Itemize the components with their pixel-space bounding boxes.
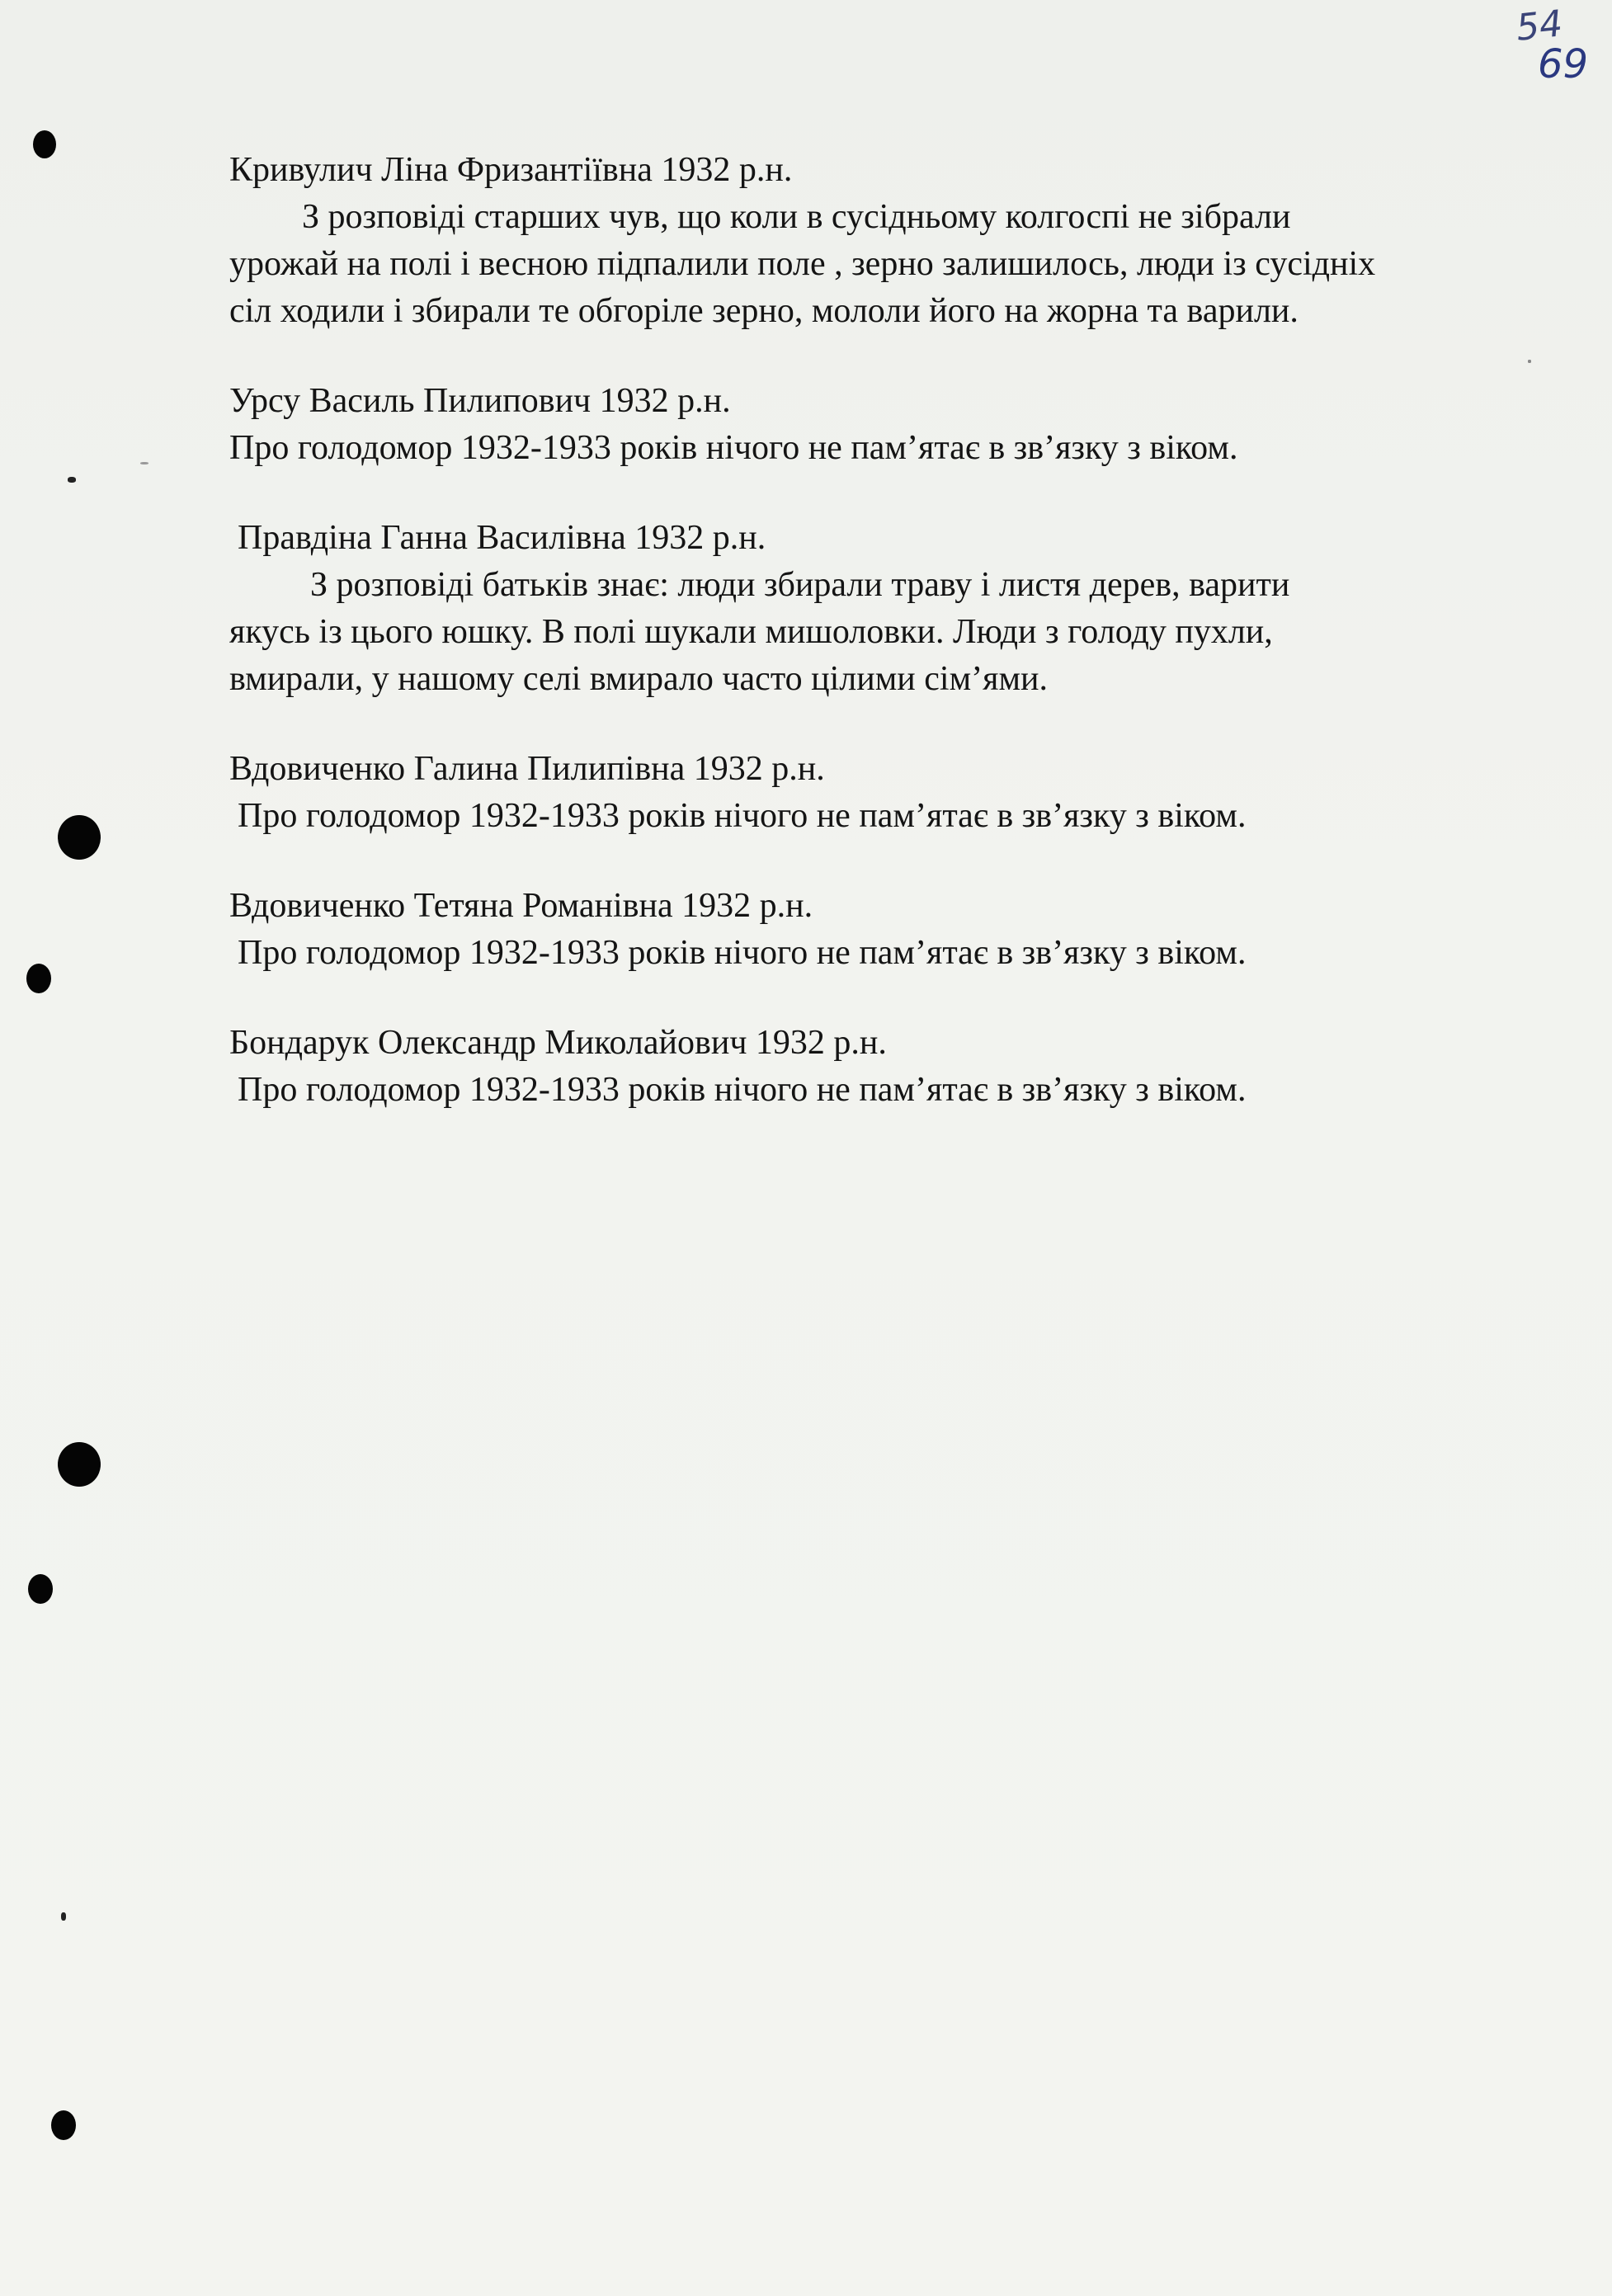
testimony-line: Про голодомор 1932-1933 років нічого не пам’ятає в зв’язку з віком. (229, 429, 1238, 467)
testimony-line: З розповіді старших чув, що коли в сусідньому колгоспі не зібрали (302, 198, 1291, 236)
scan-speck (1528, 360, 1531, 363)
testimony-line: вмирали, у нашому селі вмирало часто цілими сім’ями. (229, 660, 1049, 698)
person-name: Правдіна Ганна Василівна 1932 р.н. (238, 519, 766, 557)
page-number-new: 69 (1538, 41, 1589, 87)
testimony-line: якусь із цього юшку. В полі шукали мишоловки. Люди з голоду пухли, (229, 613, 1273, 651)
punch-hole (28, 1574, 53, 1604)
scan-speck (61, 1912, 66, 1921)
person-name: Вдовиченко Тетяна Романівна 1932 р.н. (229, 887, 813, 925)
testimony-entry (229, 378, 1500, 472)
testimony-entry (229, 883, 1500, 977)
punch-hole (58, 815, 101, 860)
document-body (229, 147, 1500, 1155)
testimony-entry (229, 1020, 1500, 1114)
scan-speck (68, 477, 76, 483)
person-name: Кривулич Ліна Фризантіївна 1932 р.н. (229, 151, 793, 189)
punch-hole (58, 1442, 101, 1487)
scan-speck (140, 462, 148, 464)
testimony-entry (229, 746, 1500, 840)
testimony-entry (229, 147, 1500, 335)
testimony-line: З розповіді батьків знає: люди збирали траву і листя дерев, варити (310, 566, 1290, 604)
punch-hole (33, 130, 56, 158)
punch-hole (51, 2110, 76, 2140)
testimony-line: Про голодомор 1932-1933 років нічого не пам’ятає в зв’язку з віком. (238, 934, 1247, 972)
testimony-line: Про голодомор 1932-1933 років нічого не пам’ятає в зв’язку з віком. (238, 797, 1247, 835)
testimony-entry (229, 515, 1500, 703)
testimony-line: сіл ходили і збирали те обгоріле зерно, мололи його на жорна та варили. (229, 292, 1299, 330)
page-number-handwritten (1514, 2, 1591, 96)
person-name: Бондарук Олександр Миколайович 1932 р.н. (229, 1024, 887, 1062)
person-name: Урсу Василь Пилипович 1932 р.н. (229, 382, 731, 420)
punch-hole (26, 964, 51, 993)
testimony-line: Про голодомор 1932-1933 років нічого не пам’ятає в зв’язку з віком. (238, 1071, 1247, 1109)
person-name: Вдовиченко Галина Пилипівна 1932 р.н. (229, 750, 825, 788)
testimony-line: урожай на полі і весною підпалили поле , зерно залишилось, люди із сусідніх (229, 245, 1376, 283)
page-number-old: 54 (1514, 2, 1565, 50)
